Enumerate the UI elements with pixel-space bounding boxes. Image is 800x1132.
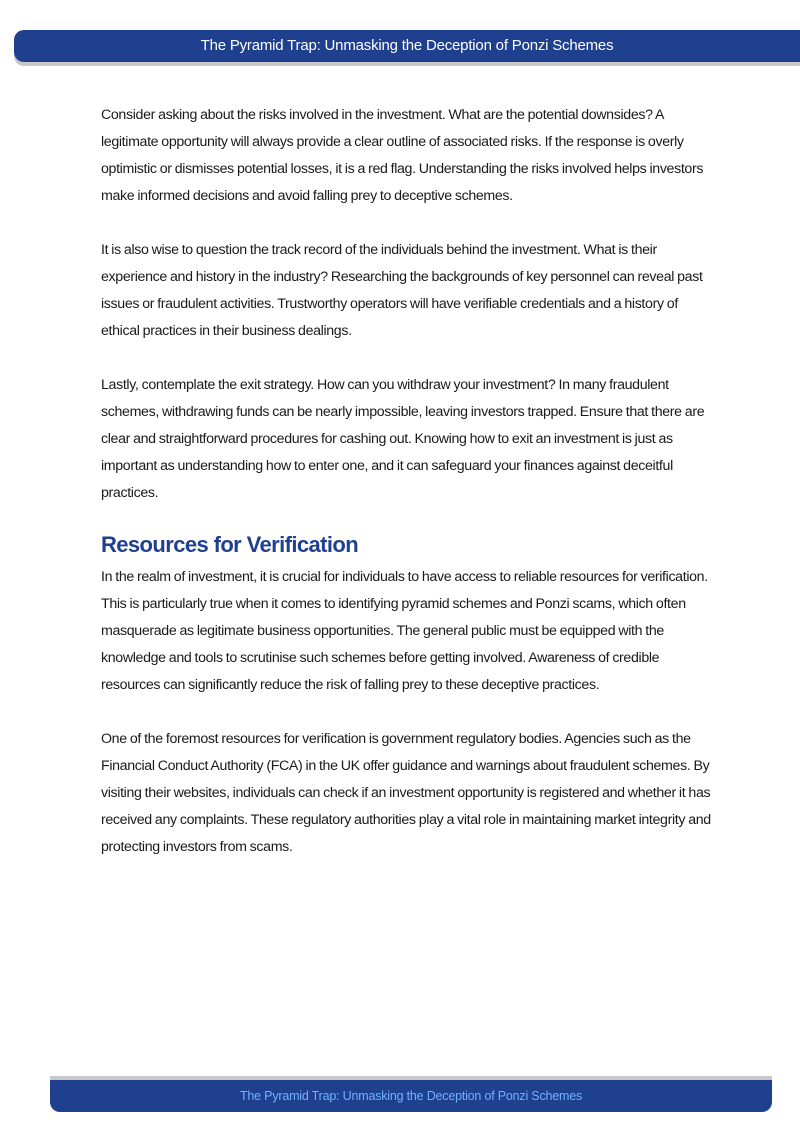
paragraph-exit-strategy: Lastly, contemplate the exit strategy. How can you withdraw your investment? In many fraudulent schemes, withdrawing funds can be nearly impossible, leaving investors trapped. Ensure that there are clear and straightforward procedures for cashing out. Knowing how to exit an investment is just as important as understanding how to enter one, and it can safeguard your finances against deceitful practices. — [101, 377, 705, 501]
footer-title: The Pyramid Trap: Unmasking the Deception of Ponzi Schemes — [239, 1089, 583, 1103]
section-heading: Resources for Verification — [101, 532, 359, 557]
page-content — [101, 102, 711, 888]
header-bar — [14, 30, 800, 62]
paragraph-track-record: It is also wise to question the track record of the individuals behind the investment. What is their experience and history in the industry? Researching the backgrounds of key personnel can reveal past issues or fraudulent activities. Trustworthy operators will have verifiable credentials and a history of ethical practices in their business dealings. — [101, 242, 703, 339]
paragraph-regulatory-bodies: One of the foremost resources for verification is government regulatory bodies. Agencies such as the Financial Conduct Authority (FCA) in the UK offer guidance and warnings about fraudulent schemes. By visiting their websites, individuals can check if an investment opportunity is registered and whether it has received any complaints. These regulatory authorities play a vital role in maintaining market integrity and protecting investors from scams. — [101, 731, 711, 855]
footer-bar — [50, 1080, 772, 1112]
paragraph-verification-intro: In the realm of investment, it is crucial for individuals to have access to reliable resources for verification. This is particularly true when it comes to identifying pyramid schemes and Ponzi scams, which often masquerade as legitimate business opportunities. The general public must be equipped with the knowledge and tools to scrutinise such schemes before getting involved. Awareness of credible resources can significantly reduce the risk of falling prey to these deceptive practices. — [101, 569, 708, 693]
paragraph-risks: Consider asking about the risks involved in the investment. What are the potential downsides? A legitimate opportunity will always provide a clear outline of associated risks. If the response is overly optimistic or dismisses potential losses, it is a red flag. Understanding the risks involved helps investors make informed decisions and avoid falling prey to deceptive schemes. — [101, 107, 704, 204]
header-title: The Pyramid Trap: Unmasking the Deception of Ponzi Schemes — [200, 37, 614, 54]
